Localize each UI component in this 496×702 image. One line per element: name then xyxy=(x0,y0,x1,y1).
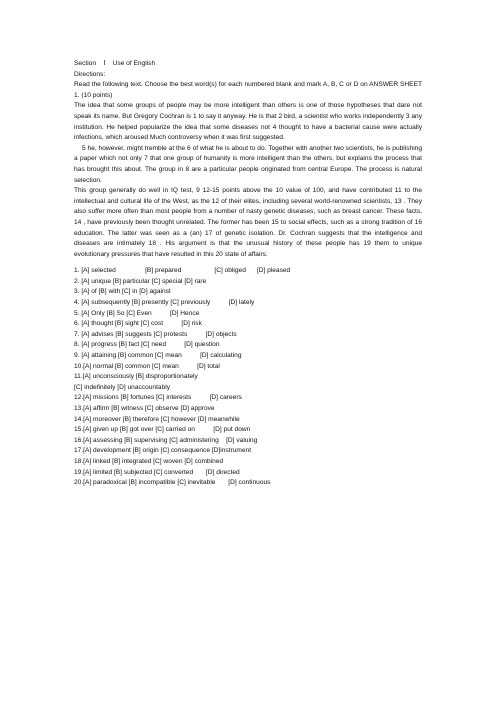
option-line: 20.[A] paradoxical [B] incompatible [C] inevitable [D] continuous xyxy=(74,479,271,487)
option-line: 9. [A] attaining [B] common [C] mean [D] calculating xyxy=(74,352,242,360)
option-line: 15.[A] given up [B] got over [C] carried on [D] put down xyxy=(74,426,251,434)
passage-paragraph-2: 5 he, however, might tremble at the 6 of what he is about to do. Together with another two scientists, he is publishing a paper which not only 7 that one group of humanity is more intelligent than the others, but explains the process that has brought this about. The group in 8 are a particular people originated from central Europe. The process is natural selection. xyxy=(74,144,422,184)
option-line: 2. [A] unique [B] particular [C] special [D] rare xyxy=(74,277,207,285)
option-line: [C] indefinitely [D] unaccountably xyxy=(74,383,171,391)
option-line: 19.[A] limited [B] subjected [C] converted [D] directed xyxy=(74,468,240,476)
passage-paragraph-1: The idea that some groups of people may be more intelligent than others is one of those hypotheses that dare not speak its name. But Gregory Cochran is 1 to say it anyway. He is that 2 bird, a scientist who works independently 3 any institution. He helped popularize the idea that some diseases not 4 thought to have a bacterial cause were actually infections, which aroused Much controversy when it was first suggested. xyxy=(74,102,422,142)
option-line: 4. [A] subsequently [B] presently [C] previously [D] lately xyxy=(74,299,255,307)
option-line: 11.[A] unconsciously [B] disproportionately xyxy=(74,373,198,381)
option-line: 3. [A] of [B] with [C] in [D] against xyxy=(74,288,171,296)
option-line: 17.[A] development [B] origin [C] consequence [D]instrument xyxy=(74,447,252,455)
option-line: 6. [A] thought [B] sight [C] cost [D] risk xyxy=(74,320,202,328)
option-line: 13.[A] affirm [B] witness [C] observe [D] approve xyxy=(74,405,215,412)
option-line: 14.[A] moreover [B] therefore [C] however [D] meanwhile xyxy=(74,415,240,423)
option-line: 16.[A] assessing [B] supervising [C] administering [D] valuing xyxy=(74,436,258,444)
option-line: 18.[A] linked [B] integrated [C] woven [D] combined xyxy=(74,457,224,465)
option-line: 10.[A] normal [B] common [C] mean [D] total xyxy=(74,362,220,370)
exam-page xyxy=(74,59,422,489)
option-line: 8. [A] progress [B] fact [C] need [D] question xyxy=(74,341,220,349)
option-line: 5. [A] Only [B] So [C] Even [D] Hence xyxy=(74,309,200,317)
passage-paragraph-3: This group generally do well in IQ test, 9 12-15 points above the 10 value of 100, and have contributed 11 to the intellectual and cultural life of the West, as the 12 of their elites, including several world-renowned scientists, 13 . They also suffer more often than most people from a number of nasty genetic diseases, such as breast cancer. These facts, 14 , have previously been thought unrelated. The former has been 15 to social effects, such as a strong tradition of 16 education. The latter was seen as a (an) 17 of genetic isolation. Dr. Cochran suggests that the intelligence and diseases are intimately 18 . His argument is that the unusual history of these people has 19 them to unique evolutionary pressures that have resulted in this 20 state of affairs. xyxy=(74,187,422,258)
option-line: 1. [A] selected [B] prepared [C] obliged [D] pleased xyxy=(74,267,291,275)
options-list xyxy=(74,266,422,488)
option-line: 12.[A] missions [B] fortunes [C] interests [D] careers xyxy=(74,394,242,402)
directions-text: Read the following text. Choose the best word(s) for each numbered blank and mark A, B, C or D on ANSWER SHEET 1. (10 points) xyxy=(74,81,422,99)
section-heading: Section Ⅰ Use of English xyxy=(74,60,156,67)
option-line: 7. [A] advises [B] suggests [C] protests [D] objects xyxy=(74,330,237,338)
directions-label: Directions: xyxy=(74,70,106,78)
